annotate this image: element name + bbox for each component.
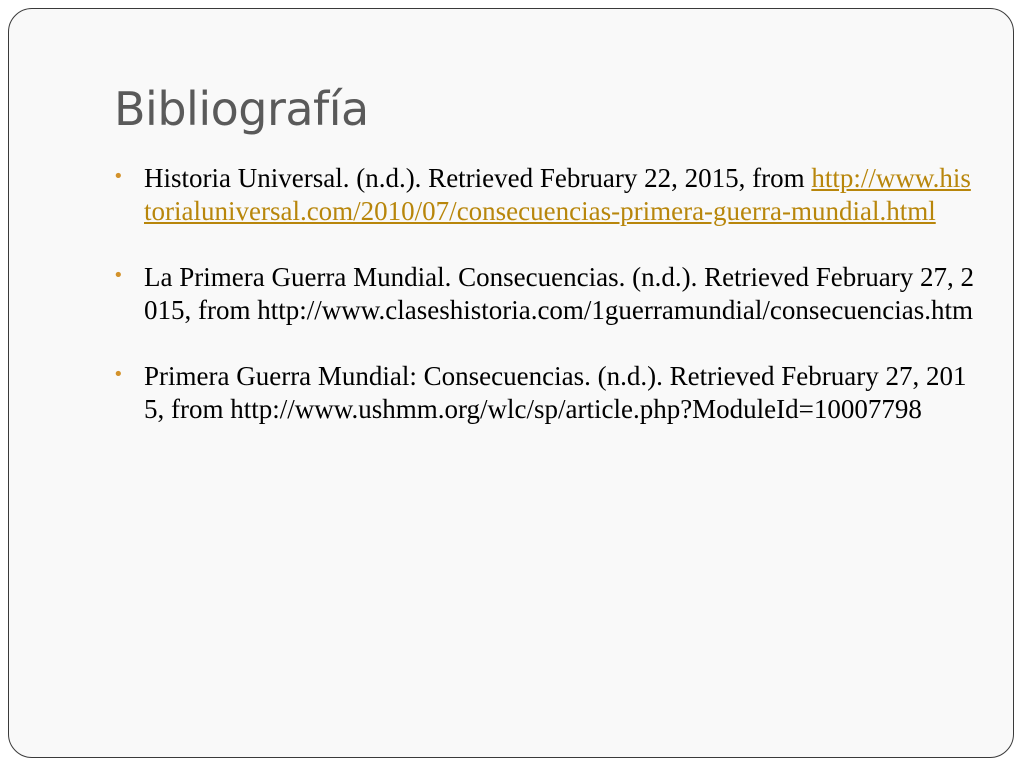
reference-citation: Primera Guerra Mundial: Consecuencias. (n.d.). Retrieved February 27, 2015, from xyxy=(144,361,967,424)
reference-text xyxy=(144,261,975,327)
reference-text xyxy=(144,162,975,228)
list-item xyxy=(113,261,975,327)
slide-title: Bibliografía xyxy=(114,82,369,136)
bullet-icon: • xyxy=(113,265,124,286)
list-item xyxy=(113,162,975,228)
bibliography-list xyxy=(113,162,975,459)
bullet-icon: • xyxy=(113,166,124,187)
reference-citation: La Primera Guerra Mundial. Consecuencias. (n.d.). Retrieved February 27, 2015, from xyxy=(144,262,974,325)
reference-citation: Historia Universal. (n.d.). Retrieved February 22, 2015, from xyxy=(144,163,805,193)
list-item xyxy=(113,360,975,426)
reference-url: http://www.claseshistoria.com/1guerramundial/consecuencias.htm xyxy=(257,295,974,325)
reference-text xyxy=(144,360,975,426)
reference-link[interactable]: http://www.historialuniversal.com/2010/07/consecuencias-primera-guerra-mundial.html xyxy=(144,163,971,226)
reference-url: http://www.ushmm.org/wlc/sp/article.php?ModuleId=10007798 xyxy=(230,394,922,424)
bullet-icon: • xyxy=(113,364,124,385)
